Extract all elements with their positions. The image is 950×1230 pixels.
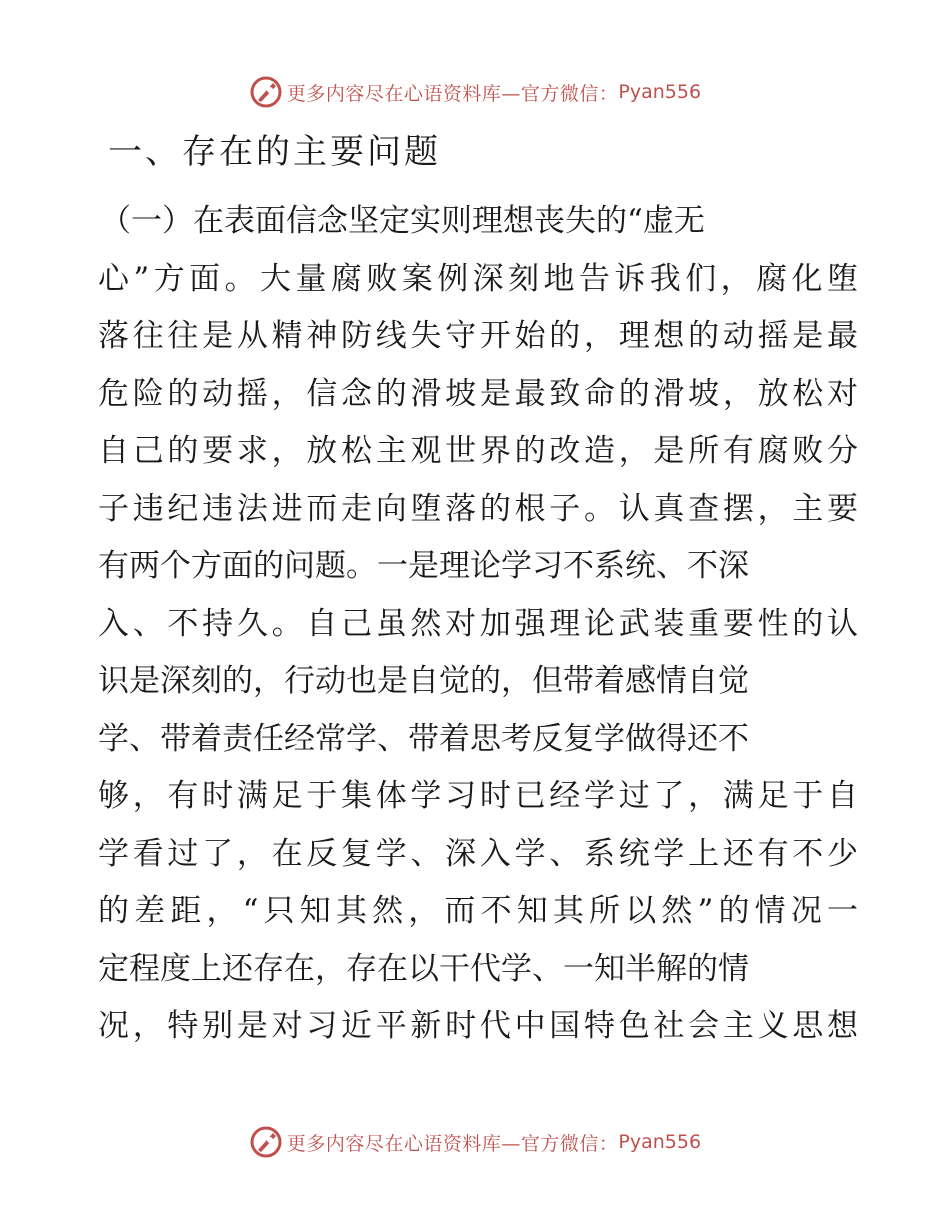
paragraph-line: 落往往是从精神防线失守开始的，理想的动摇是最 bbox=[98, 318, 858, 354]
paragraph-line: 子违纪违法进而走向堕落的根子。认真查摆，主要 bbox=[98, 490, 858, 527]
watermark-text: 更多内容尽在心语资料库—官方微信： bbox=[286, 1132, 619, 1155]
paragraph-line: 够，有时满足于集体学习时已经学过了，满足于自 bbox=[98, 778, 858, 814]
paragraph-line: 况，特别是对习近平新时代中国特色社会主义思想 bbox=[98, 1008, 858, 1044]
paragraph-line: 的差距，“只知其然，而不知其所以然”的情况一 bbox=[98, 893, 858, 929]
section-heading: 一、存在的主要问题 bbox=[108, 132, 441, 172]
watermark-banner-bottom bbox=[0, 1122, 950, 1162]
paragraph-line: 有两个方面的问题。一是理论学习不系统、不深 bbox=[98, 548, 749, 584]
paragraph-line: （一）在表面信念坚定实则理想丧失的“虚无 bbox=[100, 203, 705, 239]
paragraph-line: 学看过了，在反复学、深入学、系统学上还有不少 bbox=[98, 835, 858, 872]
quill-logo-icon bbox=[249, 75, 283, 109]
paragraph-line: 危险的动摇，信念的滑坡是最致命的滑坡，放松对 bbox=[98, 375, 858, 412]
paragraph-line: 自己的要求，放松主观世界的改造，是所有腐败分 bbox=[98, 433, 858, 469]
paragraph-line: 定程度上还存在，存在以干代学、一知半解的情 bbox=[98, 950, 749, 987]
watermark-banner-top bbox=[0, 72, 950, 112]
body-paragraph bbox=[98, 193, 858, 1056]
paragraph-line: 识是深刻的，行动也是自觉的，但带着感情自觉 bbox=[98, 663, 749, 699]
watermark-text: 更多内容尽在心语资料库—官方微信： bbox=[286, 82, 619, 105]
quill-logo-icon bbox=[249, 1125, 283, 1159]
watermark-wechat-id: Pyan556 bbox=[618, 1131, 702, 1153]
watermark-wechat-id: Pyan556 bbox=[618, 81, 702, 103]
paragraph-line: 心”方面。大量腐败案例深刻地告诉我们，腐化堕 bbox=[98, 260, 858, 297]
paragraph-line: 学、带着责任经常学、带着思考反复学做得还不 bbox=[98, 720, 749, 757]
paragraph-line: 入、不持久。自己虽然对加强理论武装重要性的认 bbox=[98, 605, 858, 642]
